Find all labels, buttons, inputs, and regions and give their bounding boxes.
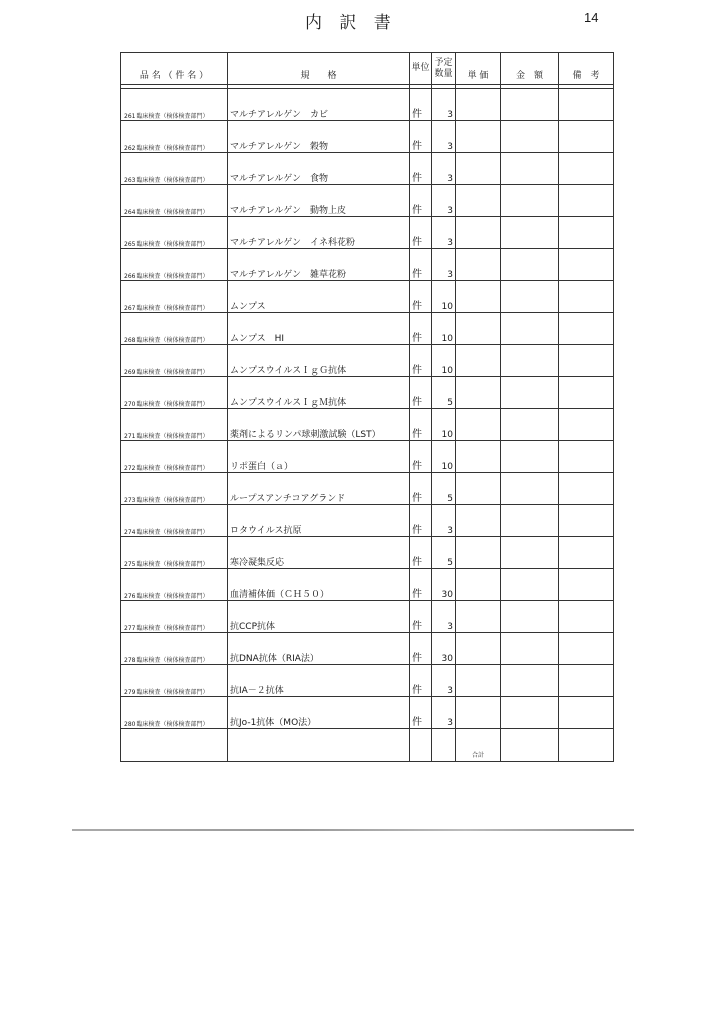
row-amount [501, 537, 559, 569]
row-number: 277 [121, 601, 136, 633]
row-unit: 件 [410, 537, 432, 569]
row-item-name: 臨床検査（検体検査部門） [136, 377, 228, 409]
row-unit-price [456, 345, 501, 377]
row-number: 275 [121, 537, 136, 569]
row-quantity: 3 [432, 121, 456, 153]
row-spec: ムンプスウイルスＩｇＭ抗体 [228, 377, 410, 409]
row-quantity: 30 [432, 633, 456, 665]
row-amount [501, 313, 559, 345]
row-amount [501, 473, 559, 505]
row-quantity: 10 [432, 409, 456, 441]
breakdown-table-container [120, 52, 613, 762]
row-amount [501, 409, 559, 441]
row-spec: ループスアンチコアグランド [228, 473, 410, 505]
row-unit-price [456, 441, 501, 473]
row-unit: 件 [410, 409, 432, 441]
row-quantity: 3 [432, 601, 456, 633]
row-item-name: 臨床検査（検体検査部門） [136, 601, 228, 633]
row-unit-price [456, 313, 501, 345]
table-row [121, 665, 614, 697]
header-amount: 金 額 [501, 53, 559, 85]
row-notes [559, 665, 614, 697]
row-unit: 件 [410, 185, 432, 217]
row-number: 263 [121, 153, 136, 185]
row-unit: 件 [410, 153, 432, 185]
row-spec: 抗CCP抗体 [228, 601, 410, 633]
total-row [121, 729, 614, 762]
row-spec: マルチアレルゲン カビ [228, 89, 410, 121]
row-number: 269 [121, 345, 136, 377]
row-amount [501, 217, 559, 249]
row-item-name: 臨床検査（検体検査部門） [136, 153, 228, 185]
row-unit-price [456, 473, 501, 505]
row-amount [501, 121, 559, 153]
row-amount [501, 505, 559, 537]
row-quantity: 3 [432, 665, 456, 697]
row-spec: マルチアレルゲン 雑草花粉 [228, 249, 410, 281]
row-notes [559, 441, 614, 473]
row-spec: ムンプス HI [228, 313, 410, 345]
total-spec-cell [228, 729, 410, 762]
table-row [121, 313, 614, 345]
row-amount [501, 281, 559, 313]
row-item-name: 臨床検査（検体検査部門） [136, 89, 228, 121]
row-number: 265 [121, 217, 136, 249]
row-unit: 件 [410, 121, 432, 153]
table-row [121, 217, 614, 249]
row-unit-price [456, 281, 501, 313]
row-amount [501, 569, 559, 601]
row-quantity: 3 [432, 217, 456, 249]
total-amount-cell [501, 729, 559, 762]
row-unit: 件 [410, 217, 432, 249]
total-name-cell [121, 729, 228, 762]
table-row [121, 345, 614, 377]
row-amount [501, 441, 559, 473]
row-quantity: 3 [432, 185, 456, 217]
total-qty-cell [432, 729, 456, 762]
row-spec: ムンプスウイルスＩｇＧ抗体 [228, 345, 410, 377]
row-quantity: 10 [432, 441, 456, 473]
row-item-name: 臨床検査（検体検査部門） [136, 121, 228, 153]
row-unit: 件 [410, 441, 432, 473]
document-title: 内 訳 書 [305, 13, 397, 33]
row-unit-price [456, 217, 501, 249]
row-number: 276 [121, 569, 136, 601]
row-number: 264 [121, 185, 136, 217]
row-number: 270 [121, 377, 136, 409]
header-unit-price: 単 価 [456, 53, 501, 85]
table-row [121, 377, 614, 409]
row-item-name: 臨床検査（検体検査部門） [136, 441, 228, 473]
row-spec: ムンプス [228, 281, 410, 313]
table-row [121, 505, 614, 537]
fax-transmission-header [80, 0, 440, 6]
row-unit-price [456, 505, 501, 537]
row-notes [559, 537, 614, 569]
row-unit-price [456, 409, 501, 441]
total-notes-cell [559, 729, 614, 762]
row-quantity: 10 [432, 313, 456, 345]
row-item-name: 臨床検査（検体検査部門） [136, 281, 228, 313]
header-unit: 単位 [410, 53, 432, 85]
row-amount [501, 377, 559, 409]
row-spec: マルチアレルゲン 食物 [228, 153, 410, 185]
row-amount [501, 601, 559, 633]
row-notes [559, 313, 614, 345]
row-unit-price [456, 185, 501, 217]
row-unit: 件 [410, 249, 432, 281]
row-notes [559, 249, 614, 281]
table-row [121, 89, 614, 121]
table-row [121, 121, 614, 153]
total-label: 合計 [456, 729, 501, 762]
row-item-name: 臨床検査（検体検査部門） [136, 409, 228, 441]
row-number: 274 [121, 505, 136, 537]
row-unit-price [456, 569, 501, 601]
row-item-name: 臨床検査（検体検査部門） [136, 569, 228, 601]
row-amount [501, 249, 559, 281]
table-header-row [121, 53, 614, 85]
table-row [121, 441, 614, 473]
row-notes [559, 185, 614, 217]
row-number: 278 [121, 633, 136, 665]
table-body [121, 85, 614, 729]
row-unit: 件 [410, 377, 432, 409]
row-spec: 寒冷凝集反応 [228, 537, 410, 569]
row-unit: 件 [410, 313, 432, 345]
table-row [121, 409, 614, 441]
row-notes [559, 601, 614, 633]
row-unit-price [456, 377, 501, 409]
row-unit-price [456, 153, 501, 185]
row-quantity: 3 [432, 697, 456, 729]
row-unit-price [456, 89, 501, 121]
row-unit: 件 [410, 633, 432, 665]
row-item-name: 臨床検査（検体検査部門） [136, 345, 228, 377]
row-notes [559, 281, 614, 313]
row-notes [559, 89, 614, 121]
row-number: 272 [121, 441, 136, 473]
row-spec: マルチアレルゲン 穀物 [228, 121, 410, 153]
row-notes [559, 697, 614, 729]
row-unit-price [456, 121, 501, 153]
row-item-name: 臨床検査（検体検査部門） [136, 185, 228, 217]
row-spec: 血清補体価（ＣＨ５０） [228, 569, 410, 601]
row-unit: 件 [410, 601, 432, 633]
row-item-name: 臨床検査（検体検査部門） [136, 249, 228, 281]
bottom-divider [72, 829, 634, 831]
row-unit: 件 [410, 569, 432, 601]
row-item-name: 臨床検査（検体検査部門） [136, 313, 228, 345]
row-number: 268 [121, 313, 136, 345]
row-spec: 抗DNA抗体（RIA法） [228, 633, 410, 665]
row-spec: 抗Jo-1抗体（MO法） [228, 697, 410, 729]
table-row [121, 249, 614, 281]
row-spec: リポ蛋白（ａ） [228, 441, 410, 473]
table-row [121, 569, 614, 601]
row-notes [559, 569, 614, 601]
total-unit-cell [410, 729, 432, 762]
row-notes [559, 473, 614, 505]
row-item-name: 臨床検査（検体検査部門） [136, 697, 228, 729]
row-unit: 件 [410, 665, 432, 697]
row-quantity: 3 [432, 89, 456, 121]
row-number: 266 [121, 249, 136, 281]
header-item-name: 品 名 （ 件 名 ） [121, 53, 228, 85]
row-unit: 件 [410, 345, 432, 377]
row-notes [559, 153, 614, 185]
row-spec: 薬剤によるリンパ球刺激試験（LST） [228, 409, 410, 441]
row-amount [501, 345, 559, 377]
row-unit: 件 [410, 697, 432, 729]
row-quantity: 10 [432, 345, 456, 377]
row-number: 262 [121, 121, 136, 153]
row-quantity: 5 [432, 473, 456, 505]
table-row [121, 185, 614, 217]
row-item-name: 臨床検査（検体検査部門） [136, 665, 228, 697]
row-item-name: 臨床検査（検体検査部門） [136, 217, 228, 249]
row-unit-price [456, 249, 501, 281]
row-amount [501, 185, 559, 217]
row-unit-price [456, 633, 501, 665]
row-amount [501, 665, 559, 697]
header-notes: 備 考 [559, 53, 614, 85]
row-quantity: 10 [432, 281, 456, 313]
row-number: 279 [121, 665, 136, 697]
row-number: 271 [121, 409, 136, 441]
row-amount [501, 153, 559, 185]
row-notes [559, 377, 614, 409]
table-row [121, 153, 614, 185]
row-quantity: 5 [432, 537, 456, 569]
table-row [121, 281, 614, 313]
row-unit-price [456, 697, 501, 729]
row-amount [501, 89, 559, 121]
row-unit: 件 [410, 505, 432, 537]
table-row [121, 473, 614, 505]
header-quantity: 予定数量 [432, 53, 456, 85]
row-spec: マルチアレルゲン 動物上皮 [228, 185, 410, 217]
header-spec: 規 格 [228, 53, 410, 85]
table-row [121, 633, 614, 665]
row-unit-price [456, 537, 501, 569]
table-row [121, 537, 614, 569]
breakdown-table [120, 52, 614, 762]
row-amount [501, 697, 559, 729]
row-number: 273 [121, 473, 136, 505]
row-unit-price [456, 601, 501, 633]
row-item-name: 臨床検査（検体検査部門） [136, 633, 228, 665]
row-quantity: 3 [432, 505, 456, 537]
row-quantity: 3 [432, 249, 456, 281]
row-unit-price [456, 665, 501, 697]
row-item-name: 臨床検査（検体検査部門） [136, 473, 228, 505]
row-notes [559, 217, 614, 249]
row-item-name: 臨床検査（検体検査部門） [136, 505, 228, 537]
row-notes [559, 633, 614, 665]
row-notes [559, 121, 614, 153]
row-quantity: 5 [432, 377, 456, 409]
row-notes [559, 409, 614, 441]
table-row [121, 601, 614, 633]
row-item-name: 臨床検査（検体検査部門） [136, 537, 228, 569]
row-quantity: 3 [432, 153, 456, 185]
table-row [121, 697, 614, 729]
row-unit: 件 [410, 473, 432, 505]
page-number: 14 [584, 10, 599, 25]
row-number: 267 [121, 281, 136, 313]
row-unit: 件 [410, 281, 432, 313]
row-amount [501, 633, 559, 665]
row-spec: マルチアレルゲン イネ科花粉 [228, 217, 410, 249]
row-notes [559, 505, 614, 537]
row-quantity: 30 [432, 569, 456, 601]
row-spec: 抗IA－２抗体 [228, 665, 410, 697]
row-number: 261 [121, 89, 136, 121]
row-notes [559, 345, 614, 377]
row-unit: 件 [410, 89, 432, 121]
row-spec: ロタウイルス抗原 [228, 505, 410, 537]
row-number: 280 [121, 697, 136, 729]
